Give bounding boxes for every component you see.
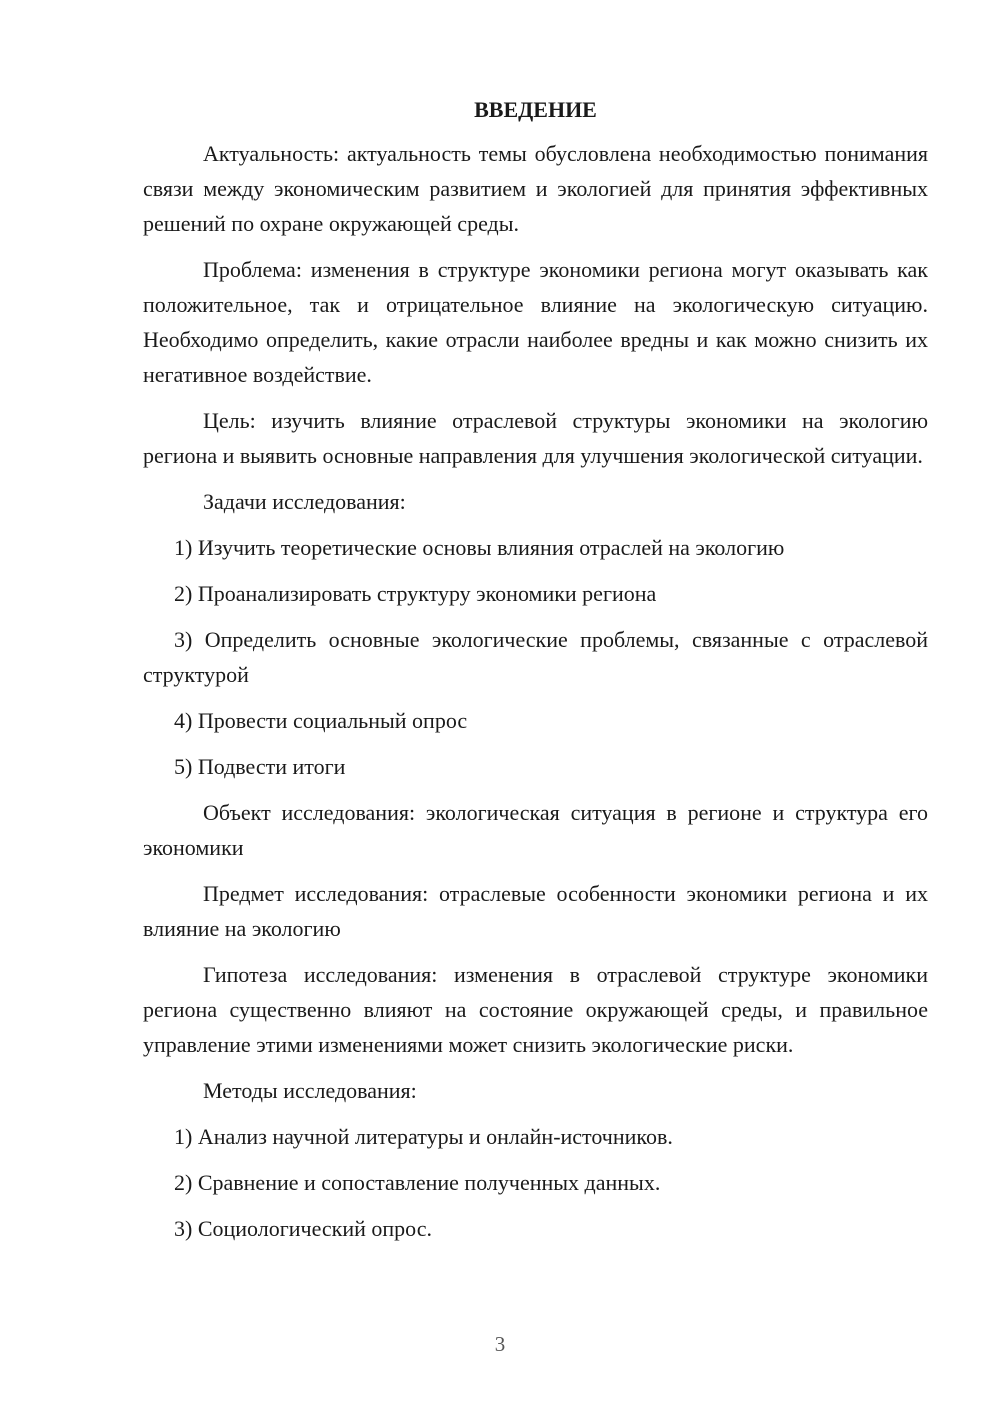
page-content — [143, 92, 928, 1257]
hypothesis-paragraph: Гипотеза исследования: изменения в отраслевой структуре экономики региона существенно влияют на состояние окружающей среды, и правильное управление этими изменениями может снизить экологические риски. — [143, 962, 928, 1057]
page-number: 3 — [494, 1332, 506, 1356]
task-item: 2) Проанализировать структуру экономики региона — [174, 581, 657, 606]
tasks-heading: Задачи исследования: — [203, 489, 406, 514]
method-item: 2) Сравнение и сопоставление полученных данных. — [174, 1170, 661, 1195]
subject-paragraph: Предмет исследования: отраслевые особенности экономики региона и их влияние на экологию — [143, 881, 928, 941]
problem-paragraph: Проблема: изменения в структуре экономики региона могут оказывать как положительное, так и отрицательное влияние на экологическую ситуацию. Необходимо определить, какие отрасли наиболее вредны и как можно снизить их негативное воздействие. — [143, 257, 928, 387]
task-item: 4) Провести социальный опрос — [174, 708, 468, 733]
section-title: ВВЕДЕНИЕ — [474, 97, 597, 122]
method-item: 3) Социологический опрос. — [174, 1216, 432, 1241]
methods-heading: Методы исследования: — [203, 1078, 417, 1103]
goal-paragraph: Цель: изучить влияние отраслевой структуры экономики на экологию региона и выявить основные направления для улучшения экологической ситуации. — [143, 408, 928, 468]
method-item: 1) Анализ научной литературы и онлайн-источников. — [174, 1124, 673, 1149]
task-item: 5) Подвести итоги — [174, 754, 346, 779]
relevance-paragraph: Актуальность: актуальность темы обусловлена необходимостью понимания связи между экономическим развитием и экологией для принятия эффективных решений по охране окружающей среды. — [143, 141, 928, 236]
task-item: 3) Определить основные экологические проблемы, связанные с отраслевой структурой — [143, 627, 928, 687]
object-paragraph: Объект исследования: экологическая ситуация в регионе и структура его экономики — [143, 800, 928, 860]
task-item: 1) Изучить теоретические основы влияния отраслей на экологию — [174, 535, 785, 560]
